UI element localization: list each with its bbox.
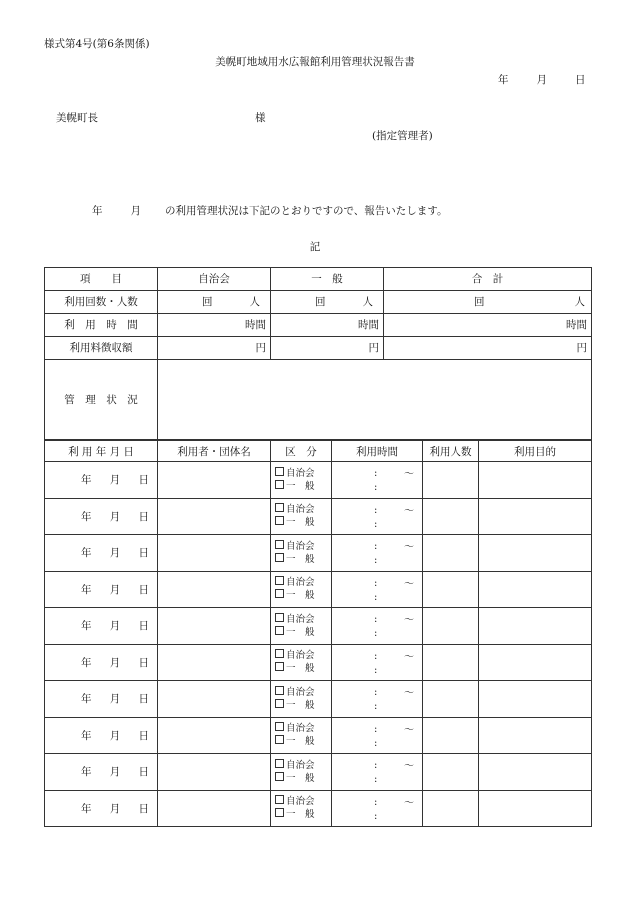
usage-date-cell[interactable] xyxy=(45,790,158,827)
checkbox[interactable] xyxy=(275,808,284,817)
intro-month: 月 xyxy=(130,205,141,217)
usage-time-cell[interactable] xyxy=(332,462,423,499)
unit-kai: 回 xyxy=(474,296,485,309)
category-ippan-option[interactable] xyxy=(275,699,331,712)
category-jichikai-option[interactable] xyxy=(275,759,331,772)
date-month: 月 xyxy=(109,729,121,742)
category-ippan-option[interactable] xyxy=(275,516,331,529)
time-tilde: 〜 xyxy=(404,651,414,663)
header-people: 利用人数 xyxy=(423,441,479,462)
date-year: 年 xyxy=(81,766,92,779)
addressee: 美幌町長 xyxy=(56,112,98,124)
date-day: 日 xyxy=(138,474,149,487)
unit-nin: 人 xyxy=(574,296,585,309)
category-jichikai-label: 自治会 xyxy=(286,577,315,589)
date-year: 年 xyxy=(81,656,92,669)
usage-people-cell[interactable] xyxy=(423,754,479,791)
checkbox[interactable] xyxy=(275,467,284,476)
usage-user-cell[interactable] xyxy=(158,498,271,535)
usage-category-cell xyxy=(271,681,332,718)
category-ippan-label: 一 般 xyxy=(286,553,315,565)
time-colon-end: : xyxy=(374,737,378,749)
date-year: 年 xyxy=(81,693,92,706)
category-jichikai-option[interactable] xyxy=(275,649,331,662)
usage-row xyxy=(45,790,592,827)
date-month: 月 xyxy=(109,693,121,706)
usage-time-cell[interactable] xyxy=(332,535,423,572)
time-total-cell[interactable] xyxy=(384,313,592,336)
summary-count-row xyxy=(45,290,592,313)
usage-row xyxy=(45,462,592,499)
usage-time-cell[interactable] xyxy=(332,644,423,681)
checkbox[interactable] xyxy=(275,589,284,598)
time-colon-end: : xyxy=(374,810,378,822)
category-jichikai-label: 自治会 xyxy=(286,467,315,479)
usage-date-cell[interactable] xyxy=(45,498,158,535)
date-day: 日 xyxy=(138,729,149,742)
usage-row xyxy=(45,681,592,718)
time-tilde: 〜 xyxy=(404,615,414,626)
checkbox[interactable] xyxy=(275,649,284,658)
usage-date-cell[interactable] xyxy=(45,644,158,681)
status-label: 管 理 状 況 xyxy=(45,359,158,439)
usage-body xyxy=(45,462,592,827)
category-ippan-option[interactable] xyxy=(275,480,331,493)
category-ippan-label: 一 般 xyxy=(286,517,315,529)
category-ippan-label: 一 般 xyxy=(286,480,315,492)
unit-hours: 時間 xyxy=(358,319,379,332)
time-colon-start: : xyxy=(374,760,378,771)
time-jichikai-cell[interactable] xyxy=(158,313,271,336)
summary-status-row xyxy=(45,359,592,439)
usage-user-cell[interactable] xyxy=(158,681,271,718)
checkbox[interactable] xyxy=(275,772,284,781)
usage-purpose-cell[interactable] xyxy=(479,608,592,645)
usage-row xyxy=(45,717,592,754)
category-jichikai-label: 自治会 xyxy=(286,613,315,625)
date-month: 月 xyxy=(109,656,121,669)
category-jichikai-option[interactable] xyxy=(275,686,331,699)
usage-people-cell[interactable] xyxy=(423,462,479,499)
header-time: 利用時間 xyxy=(332,441,423,462)
intro-text: の利用管理状況は下記のとおりですので、報告いたします。 xyxy=(165,205,448,217)
checkbox[interactable] xyxy=(275,540,284,549)
usage-time-cell[interactable] xyxy=(332,571,423,608)
time-colon-start: : xyxy=(374,468,378,479)
date-day: 日 xyxy=(138,510,149,523)
category-ippan-label: 一 般 xyxy=(286,772,315,784)
date-day: 日 xyxy=(138,802,149,815)
usage-table xyxy=(44,440,592,827)
unit-nin: 人 xyxy=(362,296,373,309)
report-date xyxy=(498,72,586,87)
usage-category-cell xyxy=(271,571,332,608)
date-month: 月 xyxy=(109,583,121,596)
checkbox[interactable] xyxy=(275,626,284,635)
unit-yen: 円 xyxy=(576,342,587,355)
time-tilde: 〜 xyxy=(404,797,414,809)
usage-user-cell[interactable] xyxy=(158,462,271,499)
usage-user-cell[interactable] xyxy=(158,535,271,572)
time-colon-start: : xyxy=(374,796,378,808)
time-colon-end: : xyxy=(374,664,378,676)
category-ippan-option[interactable] xyxy=(275,553,331,566)
usage-purpose-cell[interactable] xyxy=(479,571,592,608)
summary-fee-row xyxy=(45,336,592,359)
usage-row xyxy=(45,644,592,681)
unit-yen: 円 xyxy=(255,342,266,355)
usage-time-cell[interactable] xyxy=(332,754,423,791)
summary-table xyxy=(44,267,592,440)
time-tilde: 〜 xyxy=(404,469,414,480)
designated-manager-label: (指定管理者) xyxy=(372,130,433,142)
time-colon-end: : xyxy=(374,628,378,639)
usage-row xyxy=(45,498,592,535)
checkbox[interactable] xyxy=(275,662,284,671)
time-ippan-cell[interactable] xyxy=(271,313,384,336)
category-ippan-option[interactable] xyxy=(275,589,331,602)
time-colon-end: : xyxy=(374,701,378,712)
category-jichikai-option[interactable] xyxy=(275,503,331,516)
usage-purpose-cell[interactable] xyxy=(479,498,592,535)
header-category: 区 分 xyxy=(271,441,332,462)
usage-user-cell[interactable] xyxy=(158,608,271,645)
category-jichikai-option[interactable] xyxy=(275,467,331,480)
time-tilde: 〜 xyxy=(404,542,414,553)
unit-hours: 時間 xyxy=(566,319,587,332)
date-year: 年 xyxy=(81,729,92,742)
usage-people-cell[interactable] xyxy=(423,681,479,718)
category-jichikai-label: 自治会 xyxy=(286,796,315,808)
usage-user-cell[interactable] xyxy=(158,790,271,827)
time-tilde: 〜 xyxy=(404,761,414,772)
category-jichikai-label: 自治会 xyxy=(286,723,315,735)
time-colon-end: : xyxy=(374,482,378,493)
category-ippan-label: 一 般 xyxy=(286,626,315,638)
usage-row xyxy=(45,608,592,645)
checkbox[interactable] xyxy=(275,735,284,744)
category-ippan-label: 一 般 xyxy=(286,590,315,602)
summary-time-row xyxy=(45,313,592,336)
date-day: 日 xyxy=(138,620,149,633)
time-colon-start: : xyxy=(374,687,378,698)
category-ippan-option[interactable] xyxy=(275,662,331,675)
usage-category-cell xyxy=(271,790,332,827)
header-total: 合 計 xyxy=(384,268,592,291)
date-month: 月 xyxy=(109,766,121,779)
date-year: 年 xyxy=(81,802,92,815)
usage-category-cell xyxy=(271,498,332,535)
unit-nin: 人 xyxy=(249,296,260,309)
time-colon-end: : xyxy=(374,518,378,530)
usage-people-cell[interactable] xyxy=(423,790,479,827)
category-jichikai-option[interactable] xyxy=(275,540,331,553)
fee-total-cell[interactable] xyxy=(384,336,592,359)
status-content-cell[interactable] xyxy=(158,359,592,439)
usage-people-cell[interactable] xyxy=(423,717,479,754)
intro-sentence xyxy=(92,203,447,218)
category-ippan-label: 一 般 xyxy=(286,736,315,748)
date-day: 日 xyxy=(575,74,586,86)
time-tilde: 〜 xyxy=(404,505,414,517)
usage-time-cell[interactable] xyxy=(332,790,423,827)
checkbox[interactable] xyxy=(275,503,284,512)
category-ippan-option[interactable] xyxy=(275,808,331,821)
summary-header-row xyxy=(45,268,592,291)
category-ippan-label: 一 般 xyxy=(286,699,315,711)
checkbox[interactable] xyxy=(275,795,284,804)
checkbox[interactable] xyxy=(275,516,284,525)
category-ippan-option[interactable] xyxy=(275,772,331,785)
category-jichikai-option[interactable] xyxy=(275,613,331,626)
usage-category-cell xyxy=(271,644,332,681)
category-ippan-label: 一 般 xyxy=(286,809,315,821)
date-year: 年 xyxy=(81,620,92,633)
date-day: 日 xyxy=(138,547,149,560)
unit-kai: 回 xyxy=(202,296,213,309)
usage-category-cell xyxy=(271,717,332,754)
category-jichikai-label: 自治会 xyxy=(286,504,315,516)
usage-date-cell[interactable] xyxy=(45,754,158,791)
usage-time-cell[interactable] xyxy=(332,717,423,754)
category-jichikai-label: 自治会 xyxy=(286,540,315,552)
checkbox[interactable] xyxy=(275,553,284,562)
time-colon-start: : xyxy=(374,723,378,735)
date-day: 日 xyxy=(138,656,149,669)
usage-people-cell[interactable] xyxy=(423,644,479,681)
usage-category-cell xyxy=(271,754,332,791)
date-day: 日 xyxy=(138,766,149,779)
intro-year: 年 xyxy=(92,205,103,217)
usage-people-cell[interactable] xyxy=(423,608,479,645)
count-label: 利用回数・人数 xyxy=(45,290,158,313)
usage-purpose-cell[interactable] xyxy=(479,535,592,572)
usage-date-cell[interactable] xyxy=(45,535,158,572)
checkbox[interactable] xyxy=(275,699,284,708)
checkbox[interactable] xyxy=(275,613,284,622)
usage-date-cell[interactable] xyxy=(45,681,158,718)
honorific: 様 xyxy=(255,112,266,124)
checkbox[interactable] xyxy=(275,759,284,768)
time-colon-start: : xyxy=(374,650,378,662)
unit-hours: 時間 xyxy=(245,319,266,332)
date-day: 日 xyxy=(138,583,149,596)
usage-time-cell[interactable] xyxy=(332,608,423,645)
header-item: 項 目 xyxy=(45,268,158,291)
date-month: 月 xyxy=(109,620,121,633)
category-ippan-option[interactable] xyxy=(275,735,331,748)
usage-people-cell[interactable] xyxy=(423,571,479,608)
date-month: 月 xyxy=(109,474,121,487)
usage-purpose-cell[interactable] xyxy=(479,717,592,754)
category-jichikai-label: 自治会 xyxy=(286,650,315,662)
checkbox[interactable] xyxy=(275,722,284,731)
fee-jichikai-cell[interactable] xyxy=(158,336,271,359)
category-ippan-label: 一 般 xyxy=(286,663,315,675)
count-total-cell[interactable] xyxy=(384,290,592,313)
header-date: 利 用 年 月 日 xyxy=(45,441,158,462)
usage-user-cell[interactable] xyxy=(158,717,271,754)
category-ippan-option[interactable] xyxy=(275,626,331,639)
usage-date-cell[interactable] xyxy=(45,717,158,754)
checkbox[interactable] xyxy=(275,480,284,489)
time-colon-start: : xyxy=(374,614,378,625)
time-colon-start: : xyxy=(374,504,378,516)
header-jichikai: 自治会 xyxy=(158,268,271,291)
date-month: 月 xyxy=(109,510,121,523)
usage-purpose-cell[interactable] xyxy=(479,754,592,791)
category-jichikai-label: 自治会 xyxy=(286,759,315,771)
form-number: 様式第4号(第6条関係) xyxy=(44,38,150,50)
header-user: 利用者・団体名 xyxy=(158,441,271,462)
count-jichikai-cell[interactable] xyxy=(158,290,271,313)
date-month: 月 xyxy=(109,547,121,560)
time-tilde: 〜 xyxy=(404,578,414,590)
usage-date-cell[interactable] xyxy=(45,462,158,499)
date-day: 日 xyxy=(138,693,149,706)
category-jichikai-option[interactable] xyxy=(275,576,331,589)
usage-user-cell[interactable] xyxy=(158,571,271,608)
checkbox[interactable] xyxy=(275,576,284,585)
usage-people-cell[interactable] xyxy=(423,498,479,535)
time-colon-end: : xyxy=(374,591,378,603)
usage-category-cell xyxy=(271,608,332,645)
date-month: 月 xyxy=(109,802,121,815)
date-month: 月 xyxy=(536,74,547,86)
time-colon-end: : xyxy=(374,555,378,566)
usage-user-cell[interactable] xyxy=(158,754,271,791)
unit-yen: 円 xyxy=(368,342,379,355)
usage-header-row xyxy=(45,441,592,462)
usage-time-cell[interactable] xyxy=(332,498,423,535)
date-year: 年 xyxy=(81,583,92,596)
usage-purpose-cell[interactable] xyxy=(479,462,592,499)
time-label: 利 用 時 間 xyxy=(45,313,158,336)
category-jichikai-option[interactable] xyxy=(275,722,331,735)
count-ippan-cell[interactable] xyxy=(271,290,384,313)
date-year: 年 xyxy=(81,510,92,523)
usage-purpose-cell[interactable] xyxy=(479,790,592,827)
fee-ippan-cell[interactable] xyxy=(271,336,384,359)
time-tilde: 〜 xyxy=(404,724,414,736)
header-ippan: 一 般 xyxy=(271,268,384,291)
usage-row xyxy=(45,571,592,608)
time-colon-start: : xyxy=(374,577,378,589)
usage-time-cell[interactable] xyxy=(332,681,423,718)
unit-kai: 回 xyxy=(315,296,326,309)
category-jichikai-label: 自治会 xyxy=(286,686,315,698)
usage-row xyxy=(45,535,592,572)
usage-date-cell[interactable] xyxy=(45,571,158,608)
usage-row xyxy=(45,754,592,791)
usage-purpose-cell[interactable] xyxy=(479,644,592,681)
category-jichikai-option[interactable] xyxy=(275,795,331,808)
time-colon-end: : xyxy=(374,774,378,785)
date-year: 年 xyxy=(81,547,92,560)
usage-category-cell xyxy=(271,535,332,572)
usage-user-cell[interactable] xyxy=(158,644,271,681)
header-purpose: 利用目的 xyxy=(479,441,592,462)
date-year: 年 xyxy=(81,474,92,487)
fee-label: 利用料徴収額 xyxy=(45,336,158,359)
usage-people-cell[interactable] xyxy=(423,535,479,572)
date-year: 年 xyxy=(498,74,509,86)
time-colon-start: : xyxy=(374,541,378,552)
usage-purpose-cell[interactable] xyxy=(479,681,592,718)
document-title: 美幌町地域用水広報館利用管理状況報告書 xyxy=(215,56,415,68)
ki-heading: 記 xyxy=(309,241,321,253)
usage-category-cell xyxy=(271,462,332,499)
usage-date-cell[interactable] xyxy=(45,608,158,645)
checkbox[interactable] xyxy=(275,686,284,695)
time-tilde: 〜 xyxy=(404,688,414,699)
